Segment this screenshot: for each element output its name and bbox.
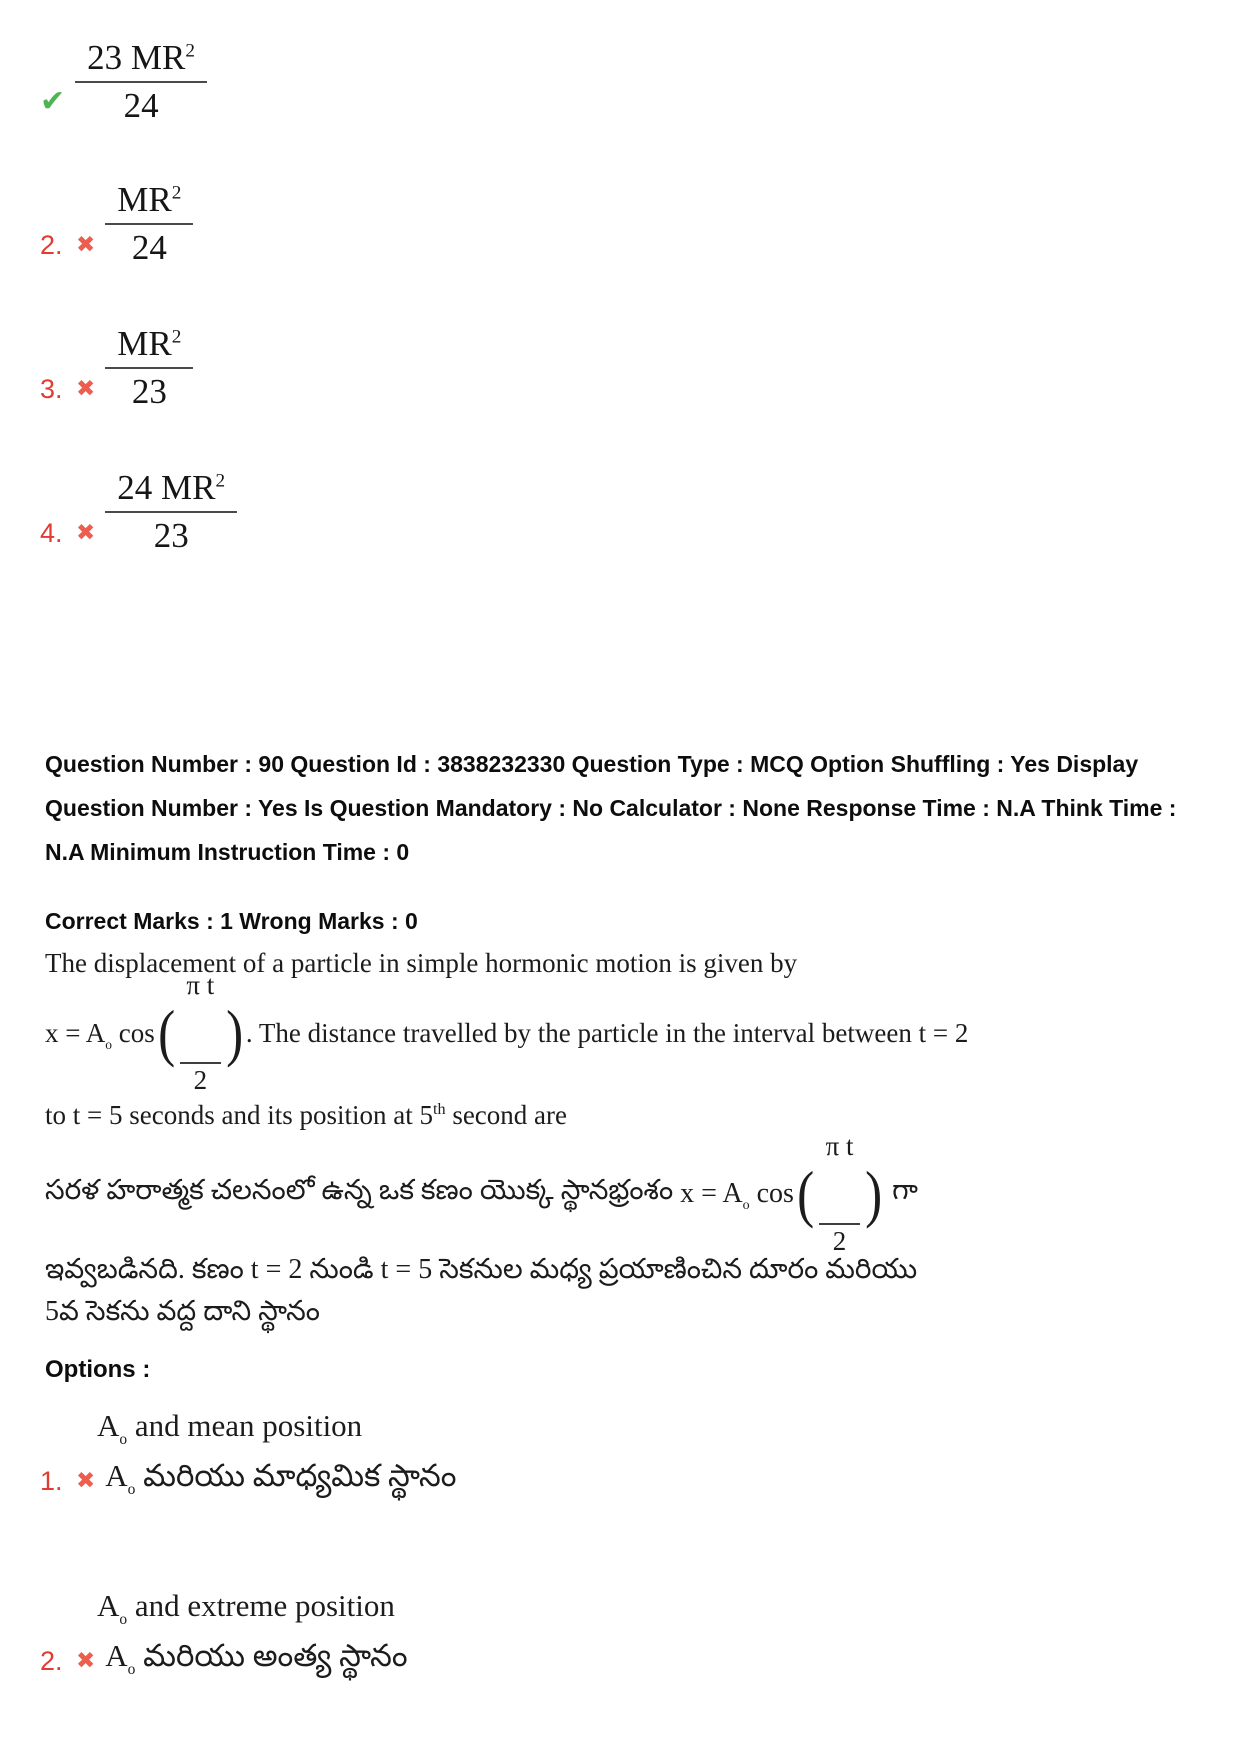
question-te-line3: 5వ సెకను వద్ద దాని స్థానం	[45, 1296, 320, 1327]
wrong-cross-icon: ✖	[76, 519, 96, 546]
formula-numerator: π t	[825, 1130, 854, 1161]
question-formula-line	[45, 969, 969, 1095]
option-number: 3.	[40, 373, 63, 404]
question-en-line1: The displacement of a particle in simple hormonic motion is given by	[45, 948, 798, 978]
answer-option-4	[40, 468, 237, 557]
mcq-option-1-telugu: $A_o$ మరియు మాధ్యమిక స్థానం	[105, 1458, 457, 1498]
fraction-denominator: 23	[105, 511, 237, 556]
option-number: 2.	[40, 1646, 63, 1676]
te-text-pre: సరళ హరాత్మక చలనంలో ఉన్న ఒక కణం యొక్క స్థానభ్రంశం	[45, 1175, 681, 1206]
question-en-line2: . The distance travelled by the particle in the interval between t = 2	[245, 1017, 969, 1048]
mcq-option-1-english: $A_o$ and mean position	[97, 1408, 363, 1448]
wrong-cross-icon: ✖	[76, 375, 96, 402]
mcq-option-1	[40, 1458, 457, 1501]
fraction-denominator: 24	[105, 223, 193, 268]
formula-denominator: 2	[180, 1062, 221, 1096]
question-te-line1	[45, 1130, 918, 1256]
fraction-option-2	[105, 180, 193, 269]
superscript-th: th	[432, 1100, 446, 1118]
answer-option-1	[40, 38, 207, 127]
marks-info: Correct Marks : 1 Wrong Marks : 0	[45, 908, 418, 934]
option-number: 4.	[40, 517, 63, 548]
formula-numerator: π t	[186, 969, 215, 1000]
fraction-numerator: 24 $MR^2$	[117, 468, 226, 507]
answer-option-3	[40, 324, 193, 413]
formula-denominator: 2	[819, 1223, 860, 1257]
exponent: 2	[215, 470, 226, 492]
wrong-cross-icon: ✖	[76, 1468, 96, 1494]
mcq-option-2-telugu: $A_o$ మరియు అంత్య స్థానం	[105, 1638, 408, 1678]
subscript: o	[119, 1610, 128, 1628]
wrong-cross-icon: ✖	[76, 231, 96, 258]
mcq-option-2	[40, 1638, 408, 1681]
exponent: 2	[171, 182, 182, 204]
subscript: o	[127, 1660, 136, 1678]
fraction-option-1	[75, 38, 207, 127]
right-paren: )	[864, 1158, 882, 1230]
fraction-option-3	[105, 324, 193, 413]
te-text-post: గా	[885, 1175, 918, 1206]
subscript: o	[127, 1480, 136, 1498]
correct-check-icon: ✔	[40, 83, 66, 119]
fraction-option-4	[105, 468, 237, 557]
left-paren: (	[157, 997, 175, 1069]
answer-option-2	[40, 180, 193, 269]
question-en-line3: to t = 5 seconds and its position at 5th second are	[45, 1100, 567, 1130]
fraction-denominator: 24	[75, 81, 207, 126]
fraction-numerator: 23 $MR^2$	[87, 38, 195, 77]
left-paren: (	[797, 1158, 815, 1230]
fraction-denominator: 23	[105, 367, 193, 412]
formula-lhs: $x = A_o$ cos	[45, 1017, 155, 1052]
fraction-numerator: $MR^2$	[117, 324, 182, 363]
option-number: 1.	[40, 1466, 63, 1496]
options-heading: Options :	[45, 1356, 151, 1383]
formula-lhs: $x = A_o$ cos	[680, 1178, 794, 1213]
option-number: 2.	[40, 229, 63, 260]
question-te-line2: ఇవ్వబడినది. కణం t = 2 నుండి t = 5 సెకనుల మధ్య ప్రయాణించిన దూరం మరియు	[45, 1254, 918, 1285]
exponent: 2	[171, 326, 182, 348]
fraction-numerator: $MR^2$	[117, 180, 182, 219]
subscript: o	[742, 1198, 750, 1213]
exponent: 2	[185, 40, 195, 62]
subscript: o	[105, 1036, 112, 1052]
subscript: o	[119, 1430, 128, 1448]
question-metadata: Question Number : 90 Question Id : 3838232330 Question Type : MCQ Option Shuffling : Yes Display Question Number : Yes Is Question Mandatory : No Calculator : None Response Time : N.A Think Time : N.A Minimum Instruction Time : 0	[45, 751, 1177, 865]
mcq-option-2-english: $A_o$ and extreme position	[97, 1588, 395, 1628]
right-paren: )	[225, 997, 243, 1069]
wrong-cross-icon: ✖	[76, 1648, 96, 1674]
